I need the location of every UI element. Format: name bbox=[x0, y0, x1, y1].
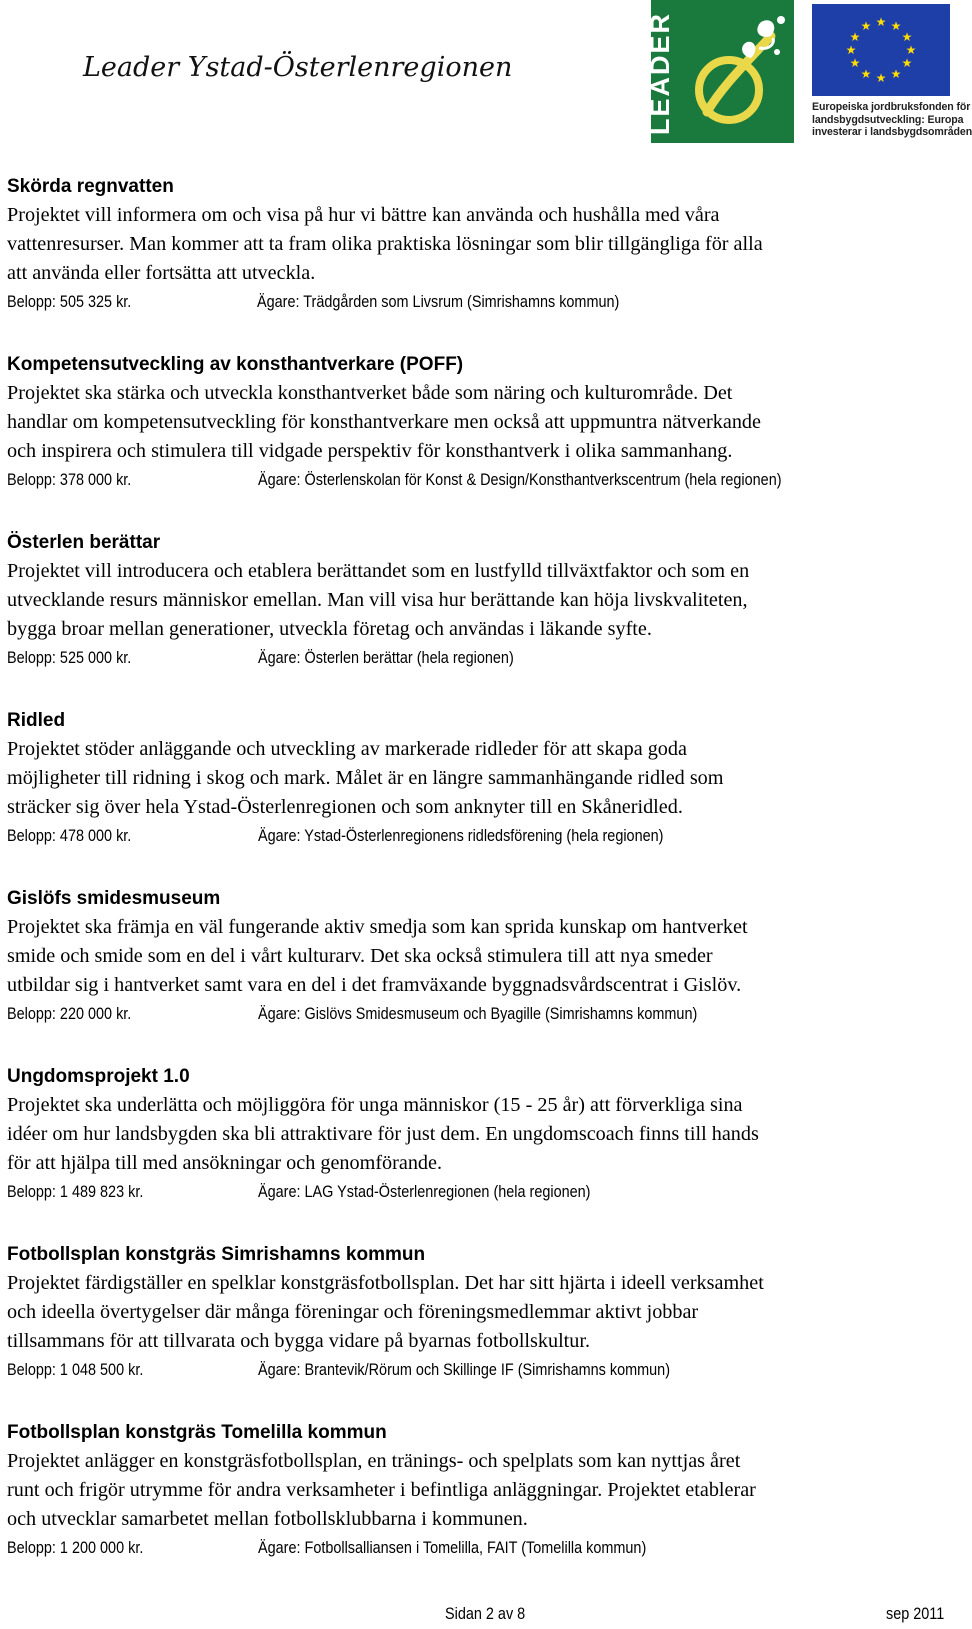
project-item bbox=[7, 1240, 958, 1385]
description-line: Projektet vill informera om och visa på hur vi bättre kan använda och hushålla med våra bbox=[7, 204, 720, 226]
project-title: Gislöfs smidesmuseum bbox=[7, 888, 221, 909]
svg-text:★: ★ bbox=[875, 15, 887, 29]
project-owner: Ägare: Fotbollsalliansen i Tomelilla, FAIT (Tomelilla kommun) bbox=[258, 1539, 647, 1557]
project-amount: Belopp: 1 489 823 kr. bbox=[7, 1183, 144, 1201]
project-amount: Belopp: 1 200 000 kr. bbox=[7, 1539, 144, 1557]
project-item bbox=[7, 350, 958, 495]
description-line: och ideella övertygelser där många föreningar och föreningsmedlemmar aktivt jobbar bbox=[7, 1301, 699, 1323]
project-description bbox=[7, 735, 958, 822]
project-item bbox=[7, 528, 958, 673]
project-owner: Ägare: Gislövs Smidesmuseum och Byagille (Simrishamns kommun) bbox=[258, 1005, 698, 1023]
description-line: bygga broar mellan generationer, utveckla företag och användas i läkande syfte. bbox=[7, 618, 652, 640]
project-title: Fotbollsplan konstgräs Simrishamns kommun bbox=[7, 1244, 426, 1265]
project-description bbox=[7, 1447, 958, 1534]
description-line: Projektet färdigställer en spelklar konstgräsfotbollsplan. Det har sitt hjärta i ideell verksamhet bbox=[7, 1272, 764, 1294]
description-line: för att hjälpa till med ansökningar och genomförande. bbox=[7, 1152, 443, 1174]
page-number: Sidan 2 av 8 bbox=[445, 1605, 526, 1623]
project-owner: Ägare: Brantevik/Rörum och Skillinge IF (Simrishamns kommun) bbox=[258, 1361, 671, 1379]
description-line: Projektet stöder anläggande och utveckling av markerade ridleder för att skapa goda bbox=[7, 738, 687, 760]
description-line: Projektet ska främja en väl fungerande aktiv smedja som kan sprida kunskap om hantverket bbox=[7, 916, 748, 938]
project-list bbox=[7, 172, 958, 1596]
description-line: Projektet ska stärka och utveckla konsthantverket både som näring och kulturområde. Det bbox=[7, 382, 733, 404]
project-meta bbox=[7, 288, 958, 317]
description-line: utbildar sig i hantverket samt vara en del i det framväxande byggnadsvårdscentrat i Gislöv. bbox=[7, 974, 742, 996]
svg-text:★: ★ bbox=[845, 43, 857, 57]
svg-text:★: ★ bbox=[901, 56, 913, 70]
project-amount: Belopp: 378 000 kr. bbox=[7, 471, 132, 489]
svg-text:★: ★ bbox=[860, 19, 872, 33]
project-item bbox=[7, 706, 958, 851]
description-line: möjligheter till ridning i skog och mark. Målet är en längre sammanhängande ridled som bbox=[7, 767, 724, 789]
description-line: och inspirera och stimulera till vidgade perspektiv för konsthantverk i olika sammanhang. bbox=[7, 440, 733, 462]
description-line: idéer om hur landsbygden ska bli attraktivare för just dem. En ungdomscoach finns till hands bbox=[7, 1123, 759, 1145]
description-line: och utvecklar samarbetet mellan fotbollsklubbarna i kommunen. bbox=[7, 1508, 528, 1530]
svg-text:★: ★ bbox=[890, 67, 902, 81]
project-title: Ungdomsprojekt 1.0 bbox=[7, 1066, 190, 1087]
header-title: Leader Ystad-Österlenregionen bbox=[83, 52, 513, 83]
description-line: tillsammans för att tillvarata och bygga vidare på byarnas fotbollskultur. bbox=[7, 1330, 591, 1352]
project-description bbox=[7, 379, 958, 466]
project-description bbox=[7, 1091, 958, 1178]
project-meta bbox=[7, 1356, 958, 1385]
description-line: Projektet vill introducera och etablera berättandet som en lustfylld tillväxtfaktor och som en bbox=[7, 560, 750, 582]
project-title: Kompetensutveckling av konsthantverkare (POFF) bbox=[7, 354, 464, 375]
project-amount: Belopp: 1 048 500 kr. bbox=[7, 1361, 144, 1379]
project-item bbox=[7, 1418, 958, 1563]
project-item bbox=[7, 1062, 958, 1207]
svg-text:★: ★ bbox=[849, 56, 861, 70]
project-meta bbox=[7, 1178, 958, 1207]
project-meta bbox=[7, 822, 958, 851]
svg-text:★: ★ bbox=[849, 30, 861, 44]
project-item bbox=[7, 172, 958, 317]
project-owner: Ägare: Österlenskolan för Konst & Design/Konsthantverkscentrum (hela regionen) bbox=[258, 471, 782, 489]
project-amount: Belopp: 478 000 kr. bbox=[7, 827, 132, 845]
leader-logo-text: LEADER bbox=[645, 11, 675, 135]
project-title: Ridled bbox=[7, 710, 66, 731]
eu-logo bbox=[812, 4, 972, 139]
project-title: Skörda regnvatten bbox=[7, 176, 174, 197]
project-owner: Ägare: Ystad-Österlenregionens ridledsförening (hela regionen) bbox=[258, 827, 664, 845]
description-line: Projektet ska underlätta och möjliggöra för unga människor (15 - 25 år) att förverkliga sina bbox=[7, 1094, 743, 1116]
eu-caption-line: Europeiska jordbruksfonden för bbox=[812, 101, 971, 113]
description-line: vattenresurser. Man kommer att ta fram olika praktiska lösningar som blir tillgängliga för alla bbox=[7, 233, 763, 255]
project-meta bbox=[7, 466, 958, 495]
project-amount: Belopp: 505 325 kr. bbox=[7, 293, 132, 311]
svg-text:★: ★ bbox=[901, 30, 913, 44]
eu-flag-icon bbox=[812, 4, 950, 96]
eu-caption-line: investerar i landsbygdsområden bbox=[812, 126, 972, 139]
project-description bbox=[7, 913, 958, 1000]
project-title: Österlen berättar bbox=[7, 532, 161, 553]
document-date: sep 2011 bbox=[886, 1605, 945, 1623]
leader-logo bbox=[645, 0, 794, 143]
description-line: smide och smide som en del i vårt kulturarv. Det ska också stimulera till att nya smeder bbox=[7, 945, 713, 967]
project-description bbox=[7, 201, 958, 288]
project-description bbox=[7, 557, 958, 644]
svg-text:★: ★ bbox=[890, 19, 902, 33]
project-description bbox=[7, 1269, 958, 1356]
description-line: utvecklande resurs människor emellan. Man vill visa hur berättande kan höja livskvaliteten, bbox=[7, 589, 748, 611]
eu-caption bbox=[812, 101, 972, 139]
project-meta bbox=[7, 1534, 958, 1563]
project-owner: Ägare: Österlen berättar (hela regionen) bbox=[258, 649, 514, 667]
description-line: Projektet anlägger en konstgräsfotbollsplan, en tränings- och spelplats som kan nyttjas året bbox=[7, 1450, 741, 1472]
description-line: sträcker sig över hela Ystad-Österlenregionen och som anknyter till en Skåneridled. bbox=[7, 796, 683, 818]
description-line: handlar om kompetensutveckling för konsthantverkare men också att uppmuntra nätverkande bbox=[7, 411, 761, 433]
svg-text:★: ★ bbox=[875, 71, 887, 85]
project-amount: Belopp: 525 000 kr. bbox=[7, 649, 132, 667]
eu-caption-line: landsbygdsutveckling: Europa bbox=[812, 113, 964, 126]
description-line: runt och frigör utrymme för andra verksamheter i befintliga anläggningar. Projektet etablerar bbox=[7, 1479, 756, 1501]
project-meta bbox=[7, 644, 958, 673]
project-owner: Ägare: Trädgården som Livsrum (Simrishamns kommun) bbox=[257, 293, 620, 311]
svg-text:★: ★ bbox=[860, 67, 872, 81]
project-title: Fotbollsplan konstgräs Tomelilla kommun bbox=[7, 1422, 387, 1443]
project-meta bbox=[7, 1000, 958, 1029]
svg-text:★: ★ bbox=[905, 43, 917, 57]
project-item bbox=[7, 884, 958, 1029]
project-amount: Belopp: 220 000 kr. bbox=[7, 1005, 132, 1023]
project-owner: Ägare: LAG Ystad-Österlenregionen (hela regionen) bbox=[258, 1183, 591, 1201]
description-line: att använda eller fortsätta att utveckla. bbox=[7, 262, 316, 284]
